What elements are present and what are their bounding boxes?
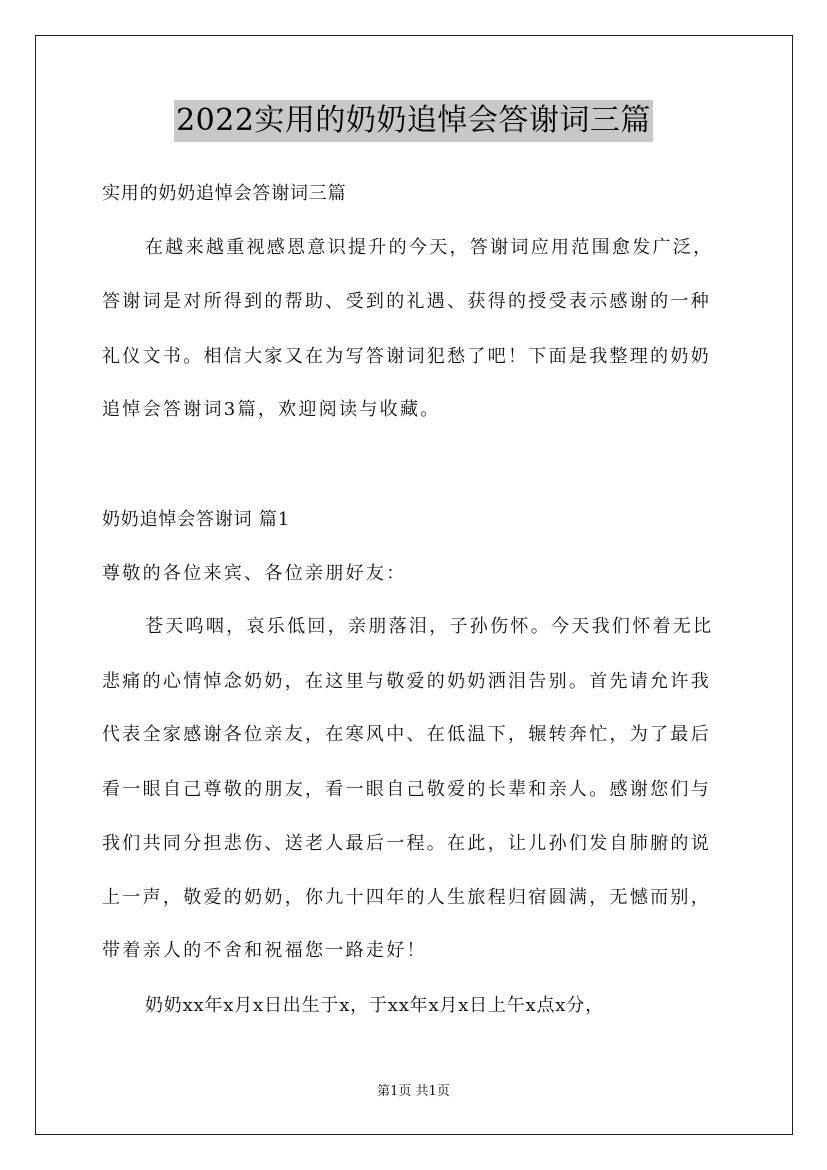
body-paragraph-line: 我们共同分担悲伤、送老人最后一程。在此，让儿孙们发自肺腑的说 [102,833,711,854]
body-paragraph-line: 悲痛的心情悼念奶奶，在这里与敬爱的奶奶洒泪告别。首先请允许我 [102,671,711,692]
subtitle-line: 实用的奶奶追悼会答谢词三篇 [102,183,347,204]
salutation-line: 尊敬的各位来宾、各位亲朋好友： [102,563,407,584]
intro-paragraph-line: 答谢词是对所得到的帮助、受到的礼遇、获得的授受表示感谢的一种 [102,291,711,312]
intro-paragraph-line: 追悼会答谢词3篇，欢迎阅读与收藏。 [102,399,441,420]
title-container [0,100,827,142]
body-paragraph-line: 代表全家感谢各位亲友，在寒风中、在低温下，辗转奔忙，为了最后 [102,724,711,745]
body-paragraph-line: 苍天呜咽，哀乐低回，亲朋落泪，子孙伤怀。今天我们怀着无比 [145,616,714,637]
intro-paragraph-line: 在越来越重视感恩意识提升的今天，答谢词应用范围愈发广泛， [145,237,714,258]
document-title: 2022实用的奶奶追悼会答谢词三篇 [174,100,653,142]
page-footer: 第1页 共1页 [377,1084,450,1099]
body-paragraph-line: 带着亲人的不舍和祝福您一路走好！ [102,940,427,961]
intro-paragraph-line: 礼仪文书。相信大家又在为写答谢词犯愁了吧！下面是我整理的奶奶 [102,346,711,367]
body-paragraph-line: 上一声，敬爱的奶奶，你九十四年的人生旅程归宿圆满，无憾而别， [102,887,711,908]
body-paragraph-line: 奶奶xx年x月x日出生于x，于xx年x月x日上午x点x分， [145,995,604,1016]
section-heading: 奶奶追悼会答谢词 篇1 [102,509,290,530]
body-paragraph-line: 看一眼自己尊敬的朋友，看一眼自己敬爱的长辈和亲人。感谢您们与 [102,779,711,800]
